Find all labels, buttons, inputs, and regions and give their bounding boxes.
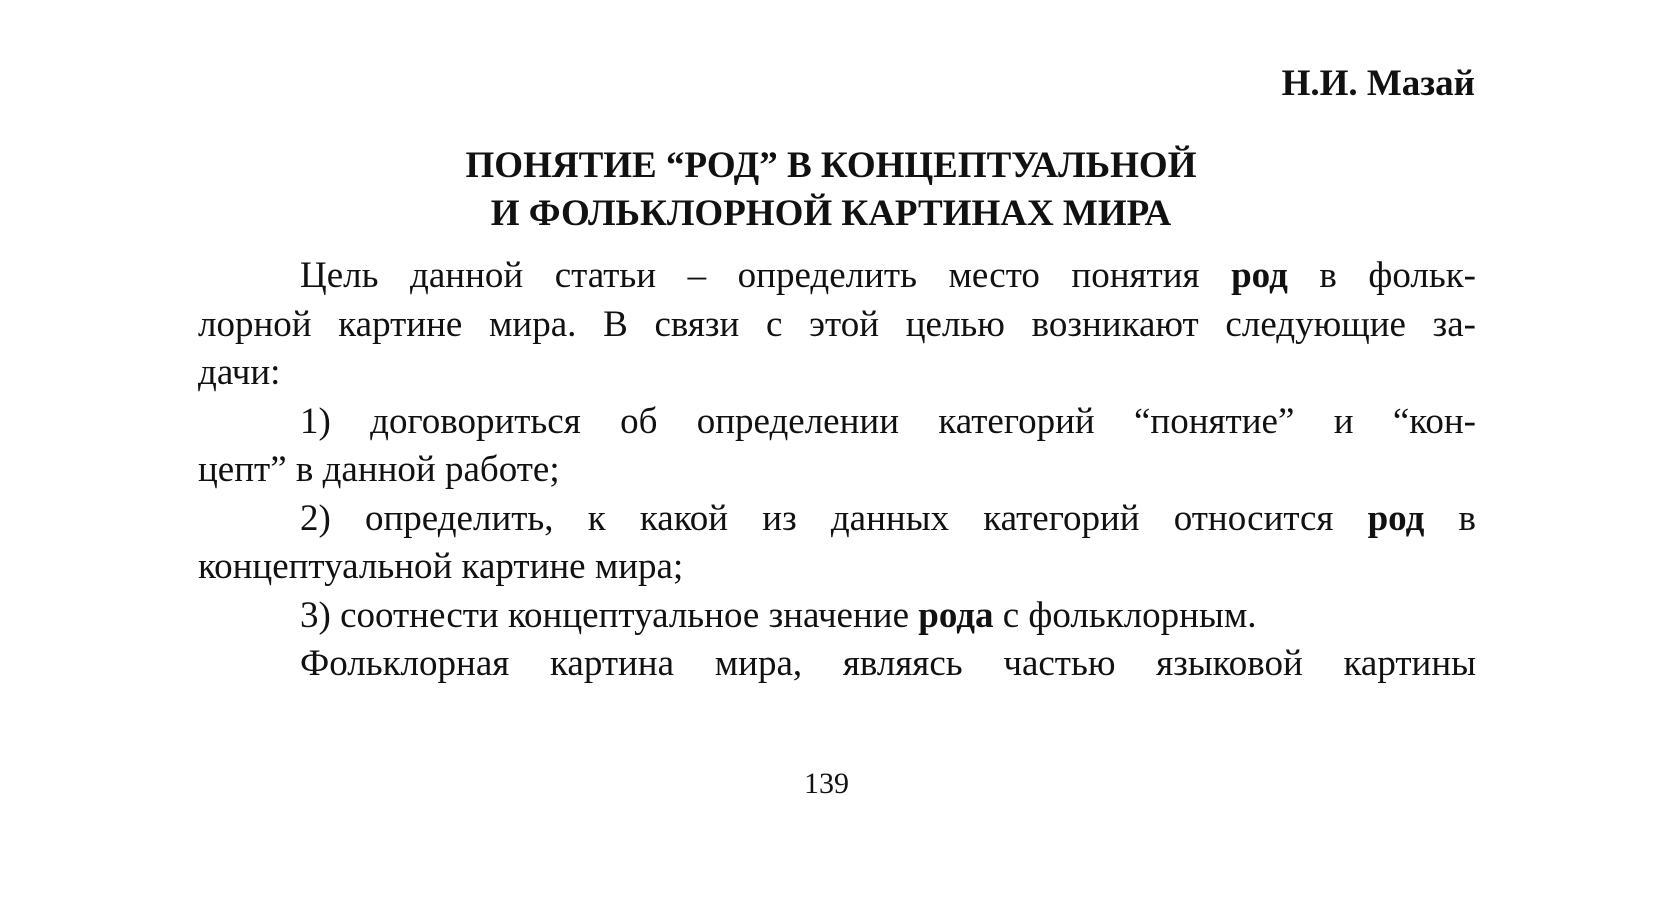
body-text: 2) определить, к какой из данных категорий относится [300, 497, 1368, 539]
body-line [198, 640, 1476, 689]
body-text: Фольклорная картина мира, являясь частью языковой картины [300, 643, 1476, 684]
body-line [198, 543, 1476, 592]
body-text: цепт” в данной работе; [198, 449, 560, 490]
body-text: Цель данной статьи – определить место понятия [300, 255, 1232, 296]
body-line [198, 349, 1476, 398]
body-term: род [1367, 497, 1425, 539]
page-number: 139 [804, 767, 849, 800]
body-term: род [1231, 255, 1288, 296]
article-title [196, 142, 1466, 238]
body-line [198, 252, 1476, 301]
body-line [198, 592, 1476, 641]
body-line [198, 398, 1476, 447]
body-text: 3) соотнести концептуальное значение [300, 594, 919, 636]
body-text: в [1424, 497, 1476, 539]
title-line-2: И ФОЛЬКЛОРНОЙ КАРТИНАХ МИРА [490, 193, 1172, 234]
article-body [198, 252, 1476, 689]
body-text: дачи: [198, 352, 281, 393]
body-line [198, 301, 1476, 350]
body-text: в фольк- [1287, 255, 1476, 296]
title-line-1: ПОНЯТИЕ “РОД” В КОНЦЕПТУАЛЬНОЙ [465, 145, 1197, 186]
body-term: рода [918, 594, 994, 636]
body-text: лорной картине мира. В связи с этой целью возникают следующие за- [198, 303, 1476, 345]
body-line [198, 446, 1476, 495]
body-text: с фольклорным. [993, 594, 1257, 636]
author-name: Н.И. Мазай [1281, 63, 1475, 104]
body-text: концептуальной картине мира; [198, 546, 684, 587]
body-text: 1) договориться об определении категорий “понятие” и “кон- [300, 400, 1476, 442]
body-line [198, 495, 1476, 544]
